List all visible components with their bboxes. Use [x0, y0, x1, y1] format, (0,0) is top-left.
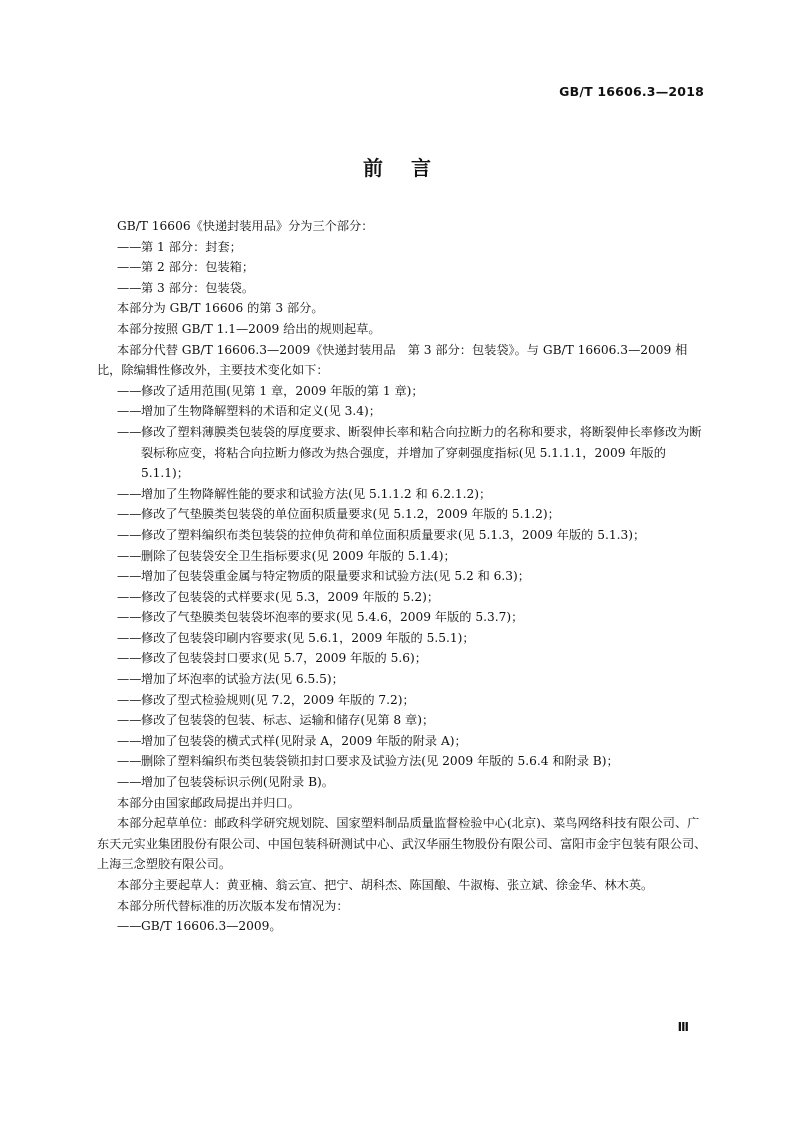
- paragraph-drafters: 本部分主要起草人：黄亚楠、翁云宣、把宁、胡科杰、陈国酿、牛淑梅、张立斌、徐金华、林木英。: [117, 878, 654, 892]
- standard-code: GB/T 16606.3—2018: [559, 84, 704, 99]
- change-item: ——增加了坏泡率的试验方法(见 6.5.5)；: [117, 672, 344, 687]
- dash-mark: ——: [117, 280, 142, 295]
- change-item: ——增加了生物降解性能的要求和试验方法(见 5.1.1.2 和 6.2.1.2)；: [117, 486, 492, 501]
- change-item: ——修改了塑料薄膜类包装袋的厚度要求、断裂伸长率和粘合向拉断力的名称和要求，将断裂伸长率修改为断裂标称应变，将粘合向拉断力修改为热合强度，并增加了穿刺强度指标(见 5.1.1.1，2009 年版的 5.1.1)；: [117, 424, 702, 481]
- list-item: ——第 2 部分：包装箱；: [97, 257, 707, 278]
- change-item: ——增加了生物降解塑料的术语和定义(见 3.4)；: [117, 404, 381, 419]
- change-item: ——修改了包装袋的式样要求(见 5.3，2009 年版的 5.2)；: [117, 589, 440, 604]
- change-item: ——修改了包装袋的包装、标志、运输和储存(见第 8 章)；: [117, 713, 435, 728]
- change-item: ——增加了包装袋重金属与特定物质的限量要求和试验方法(见 5.2 和 6.3)；: [117, 569, 530, 584]
- title-char-2: 言: [411, 156, 431, 180]
- dash-mark: ——: [117, 260, 142, 275]
- paragraph-part-statement: 本部分为 GB/T 16606 的第 3 部分。: [117, 301, 324, 316]
- change-item: ——修改了型式检验规则(见 7.2，2009 年版的 7.2)；: [117, 692, 415, 707]
- list-item: ——GB/T 16606.3—2009。: [117, 919, 282, 934]
- paragraph-replacement: 本部分代替 GB/T 16606.3—2009《快递封装用品 第 3 部分：包装袋》。与 GB/T 16606.3—2009 相比，除编辑性修改外，主要技术变化如下：: [97, 342, 688, 378]
- title-char-1: 前: [363, 156, 383, 180]
- change-item: ——增加了包装袋的横式式样(见附录 A，2009 年版的附录 A)；: [117, 733, 467, 748]
- page-title: [0, 152, 794, 181]
- paragraph-drafting-rules: 本部分按照 GB/T 1.1—2009 给出的规则起草。: [117, 321, 381, 336]
- list-item: ——第 1 部分：封套；: [97, 237, 707, 258]
- change-item: ——修改了气垫膜类包装袋的单位面积质量要求(见 5.1.2，2009 年版的 5.1.2)；: [117, 507, 560, 522]
- paragraph-drafting-units: 本部分起草单位：邮政科学研究规划院、国家塑料制品质量监督检验中心(北京)、菜鸟网络科技有限公司、广东天元实业集团股份有限公司、中国包装科研测试中心、武汉华丽生物股份有限公司、富阳市金宇包装有限公司、上海三念塑胶有限公司。: [97, 816, 707, 872]
- change-item: ——修改了适用范围(见第 1 章，2009 年版的第 1 章)；: [117, 383, 424, 398]
- change-item: ——修改了气垫膜类包装袋坏泡率的要求(见 5.4.6，2009 年版的 5.3.7)；: [117, 610, 524, 625]
- change-item: ——修改了塑料编织布类包装袋的拉伸负荷和单位面积质量要求(见 5.1.3，2009 年版的 5.1.3)；: [117, 527, 646, 542]
- foreword-body: [97, 216, 707, 937]
- paragraph-parts-intro: GB/T 16606《快递封装用品》分为三个部分：: [117, 219, 374, 233]
- dash-mark: ——: [117, 239, 142, 254]
- change-item: ——修改了包装袋印刷内容要求(见 5.6.1，2009 年版的 5.5.1)；: [117, 630, 475, 645]
- change-item: ——删除了包装袋安全卫生指标要求(见 2009 年版的 5.1.4)；: [117, 548, 456, 563]
- change-item: ——修改了包装袋封口要求(见 5.7，2009 年版的 5.6)；: [117, 651, 427, 666]
- change-item: ——删除了塑料编织布类包装袋锁扣封口要求及试验方法(见 2009 年版的 5.6.4 和附录 B)；: [117, 754, 619, 769]
- paragraph-proposer: 本部分由国家邮政局提出并归口。: [117, 795, 300, 810]
- list-item: ——第 3 部分：包装袋。: [97, 278, 707, 299]
- page-number: Ⅲ: [677, 1020, 689, 1034]
- change-item: ——增加了包装袋标识示例(见附录 B)。: [117, 775, 334, 790]
- paragraph-history: 本部分所代替标准的历次版本发布情况为：: [117, 898, 349, 913]
